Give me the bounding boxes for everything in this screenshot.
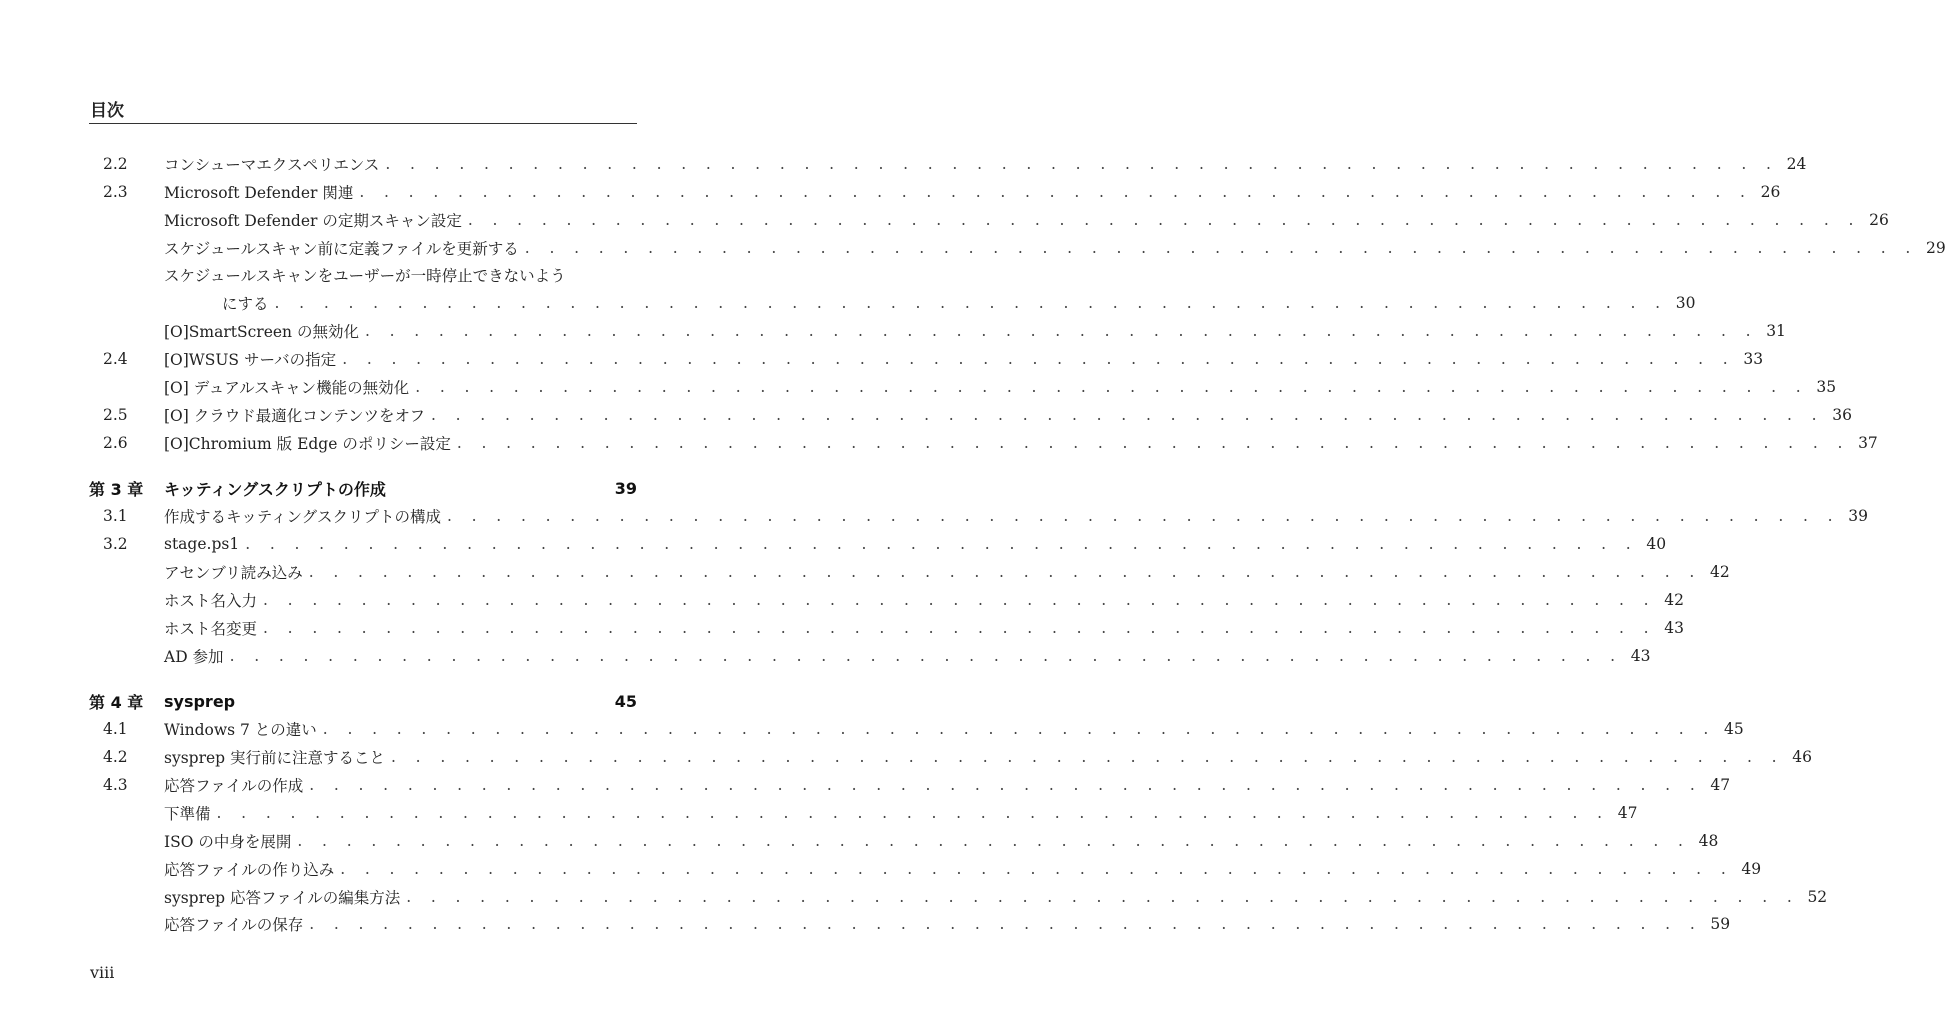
subsection-title: AD 参加 xyxy=(164,648,224,666)
toc-subentry[interactable] xyxy=(89,236,1946,260)
toc-subentry[interactable] xyxy=(89,801,1638,825)
page-number: 40 xyxy=(1646,535,1667,553)
page-number: 24 xyxy=(1786,155,1807,173)
subsection-title: [O] デュアルスキャン機能の無効化 xyxy=(164,379,410,397)
toc-subentry[interactable] xyxy=(89,375,1837,399)
dot-leader: . . . . . . . . . . . . . . . . . . . . . . . . . . . . . . . . . . . . . . . . . . . . . . . . . . . . . . . . . xyxy=(216,804,1610,822)
section-title: [O]Chromium 版 Edge のポリシー設定 xyxy=(164,435,451,453)
toc-subentry[interactable] xyxy=(89,560,1730,584)
page-number: 35 xyxy=(1816,378,1837,396)
subsection-title: ホスト名入力 xyxy=(164,592,258,610)
subsection-title: 下準備 xyxy=(164,805,211,823)
subsection-title: sysprep 応答ファイルの編集方法 xyxy=(164,889,401,907)
toc-entry-2-5[interactable] xyxy=(89,403,1852,427)
toc-entry-3-2[interactable] xyxy=(89,532,1667,556)
toc-subentry[interactable] xyxy=(89,319,1786,343)
subsection-title: スケジュールスキャン前に定義ファイルを更新する xyxy=(164,240,519,258)
dot-leader: . . . . . . . . . . . . . . . . . . . . . . . . . . . . . . . . . . . . . . . . . . . . . . . . . . . . . . . . . xyxy=(245,535,1639,553)
toc-subentry[interactable] xyxy=(89,644,1651,668)
page-number: 37 xyxy=(1858,434,1878,452)
toc-subentry[interactable] xyxy=(89,588,1684,612)
dot-leader: . . . . . . . . . . . . . . . . . . . . . . . . . . . . . . . . . . . . . . . . . . . . . . . . . . . . . . . . . xyxy=(274,294,1668,312)
toc-subentry-wrapped-line1[interactable] xyxy=(89,263,637,287)
dot-leader: . . . . . . . . . . . . . . . . . . . . . . . . . . . . . . . . . . . . . . . . . . . . . . . . . . . . . . . . . xyxy=(364,322,1758,340)
dot-leader: . . . . . . . . . . . . . . . . . . . . . . . . . . . . . . . . . . . . . . . . . . . . . . . . . . . . . . . . . xyxy=(406,888,1800,906)
toc-subentry[interactable] xyxy=(89,885,1828,909)
dot-leader: . . . . . . . . . . . . . . . . . . . . . . . . . . . . . . . . . . . . . . . . . . . . . . . . . . . . . . . . . xyxy=(385,155,1779,173)
toc-entry-2-4[interactable] xyxy=(89,347,1764,371)
subsection-title: 応答ファイルの作り込み xyxy=(164,861,335,879)
section-number: 3.2 xyxy=(103,535,128,553)
dot-leader: . . . . . . . . . . . . . . . . . . . . . . . . . . . . . . . . . . . . . . . . . . . . . . . . . . . . . . . . . xyxy=(229,647,1623,665)
section-title: [O]WSUS サーバの指定 xyxy=(164,351,337,369)
page-number: 59 xyxy=(1710,915,1731,933)
section-title: Windows 7 との違い xyxy=(164,721,317,739)
dot-leader: . . . . . . . . . . . . . . . . . . . . . . . . . . . . . . . . . . . . . . . . . . . . . . . . . . . . . . . . . xyxy=(359,183,1753,201)
section-number: 2.4 xyxy=(103,350,128,368)
section-title: [O] クラウド最適化コンテンツをオフ xyxy=(164,407,425,425)
subsection-title-continued: にする xyxy=(222,295,269,313)
section-number: 4.2 xyxy=(103,748,128,766)
page-number: 47 xyxy=(1617,804,1638,822)
page-number: 46 xyxy=(1792,748,1812,766)
page-number: 45 xyxy=(1724,720,1744,738)
dot-leader: . . . . . . . . . . . . . . . . . . . . . . . . . . . . . . . . . . . . . . . . . . . . . . . . . . . . . . . . . xyxy=(431,406,1824,424)
subsection-title: Microsoft Defender の定期スキャン設定 xyxy=(164,212,462,230)
dot-leader: . . . . . . . . . . . . . . . . . . . . . . . . . . . . . . . . . . . . . . . . . . . . . . . . . . . . . . . . . xyxy=(447,507,1840,525)
subsection-title: アセンブリ読み込み xyxy=(164,564,303,582)
subsection-title: ISO の中身を展開 xyxy=(164,833,292,851)
section-number: 2.3 xyxy=(103,183,128,201)
page-number: 43 xyxy=(1630,647,1651,665)
page-number: 45 xyxy=(614,691,637,711)
toc-chapter-4[interactable] xyxy=(89,688,637,714)
toc-entry-2-2[interactable] xyxy=(89,152,1807,176)
page-number: 48 xyxy=(1698,832,1719,850)
section-number: 3.1 xyxy=(103,507,128,525)
page-number: 42 xyxy=(1664,591,1684,609)
dot-leader: . . . . . . . . . . . . . . . . . . . . . . . . . . . . . . . . . . . . . . . . . . . . . . . . . . . . . . . . . xyxy=(415,378,1809,396)
toc-subentry[interactable] xyxy=(89,912,1731,936)
header-rule xyxy=(89,123,637,124)
toc-subentry[interactable] xyxy=(89,616,1684,640)
dot-leader: . . . . . . . . . . . . . . . . . . . . . . . . . . . . . . . . . . . . . . . . . . . . . . . . . . . . . . . . . xyxy=(309,776,1703,794)
page-number: 42 xyxy=(1709,563,1730,581)
dot-leader: . . . . . . . . . . . . . . . . . . . . . . . . . . . . . . . . . . . . . . . . . . . . . . . . . . . . . . . . . xyxy=(391,748,1784,766)
chapter-number: 第 4 章 xyxy=(89,692,144,712)
toc-entry-4-1[interactable] xyxy=(89,717,1744,741)
section-number: 4.3 xyxy=(103,776,128,794)
toc-entry-2-6[interactable] xyxy=(89,431,1878,455)
dot-leader: . . . . . . . . . . . . . . . . . . . . . . . . . . . . . . . . . . . . . . . . . . . . . . . . . . . . . . . . . xyxy=(524,239,1918,257)
dot-leader: . . . . . . . . . . . . . . . . . . . . . . . . . . . . . . . . . . . . . . . . . . . . . . . . . . . . . . . . . xyxy=(263,619,1656,637)
chapter-title: sysprep xyxy=(164,691,236,711)
toc-entry-2-3[interactable] xyxy=(89,180,1781,204)
section-title: sysprep 実行前に注意すること xyxy=(164,749,386,767)
toc-subentry[interactable] xyxy=(89,829,1719,853)
page-number: 36 xyxy=(1832,406,1852,424)
page-number: 43 xyxy=(1664,619,1684,637)
page-number: 47 xyxy=(1710,776,1731,794)
toc-chapter-3[interactable] xyxy=(89,475,637,501)
page-folio: viii xyxy=(90,963,115,982)
dot-leader: . . . . . . . . . . . . . . . . . . . . . . . . . . . . . . . . . . . . . . . . . . . . . . . . . . . . . . . . . xyxy=(467,211,1861,229)
chapter-number: 第 3 章 xyxy=(89,479,144,499)
dot-leader: . . . . . . . . . . . . . . . . . . . . . . . . . . . . . . . . . . . . . . . . . . . . . . . . . . . . . . . . . xyxy=(297,832,1691,850)
subsection-title: 応答ファイルの保存 xyxy=(164,916,304,934)
page-number: 26 xyxy=(1869,211,1889,229)
toc-entry-4-2[interactable] xyxy=(89,745,1812,769)
toc-subentry-wrapped-line2[interactable] xyxy=(89,291,1696,315)
section-number: 2.6 xyxy=(103,434,128,452)
running-head-title: 目次 xyxy=(90,101,124,121)
page-number: 30 xyxy=(1675,294,1696,312)
dot-leader: . . . . . . . . . . . . . . . . . . . . . . . . . . . . . . . . . . . . . . . . . . . . . . . . . . . . . . . . . xyxy=(309,915,1703,933)
page-number: 52 xyxy=(1807,888,1828,906)
subsection-title: スケジュールスキャンをユーザーが一時停止できないよう xyxy=(164,267,566,285)
subsection-title: ホスト名変更 xyxy=(164,620,258,638)
page-number: 26 xyxy=(1760,183,1781,201)
page-number: 29 xyxy=(1926,239,1946,257)
toc-subentry[interactable] xyxy=(89,208,1889,232)
dot-leader: . . . . . . . . . . . . . . . . . . . . . . . . . . . . . . . . . . . . . . . . . . . . . . . . . . . . . . . . . xyxy=(322,720,1716,738)
page-number: 39 xyxy=(1848,507,1868,525)
section-title: 作成するキッティングスクリプトの構成 xyxy=(164,508,441,526)
page-number: 31 xyxy=(1766,322,1786,340)
dot-leader: . . . . . . . . . . . . . . . . . . . . . . . . . . . . . . . . . . . . . . . . . . . . . . . . . . . . . . . . . xyxy=(342,350,1736,368)
toc-entry-3-1[interactable] xyxy=(89,504,1868,528)
section-number: 4.1 xyxy=(103,720,128,738)
subsection-title: [O]SmartScreen の無効化 xyxy=(164,323,359,341)
dot-leader: . . . . . . . . . . . . . . . . . . . . . . . . . . . . . . . . . . . . . . . . . . . . . . . . . . . . . . . . . xyxy=(308,563,1702,581)
chapter-title: キッティングスクリプトの作成 xyxy=(164,479,386,499)
toc-entry-4-3[interactable] xyxy=(89,773,1731,797)
section-title: 応答ファイルの作成 xyxy=(164,777,304,795)
section-number: 2.5 xyxy=(103,406,128,424)
toc-subentry[interactable] xyxy=(89,857,1762,881)
section-title: stage.ps1 xyxy=(164,535,240,553)
page-number: 49 xyxy=(1741,860,1762,878)
section-number: 2.2 xyxy=(103,155,128,173)
dot-leader: . . . . . . . . . . . . . . . . . . . . . . . . . . . . . . . . . . . . . . . . . . . . . . . . . . . . . . . . . xyxy=(263,591,1656,609)
page-number: 39 xyxy=(614,478,637,498)
page-number: 33 xyxy=(1743,350,1764,368)
section-title: Microsoft Defender 関連 xyxy=(164,184,354,202)
dot-leader: . . . . . . . . . . . . . . . . . . . . . . . . . . . . . . . . . . . . . . . . . . . . . . . . . . . . . . . . . xyxy=(456,434,1850,452)
section-title: コンシューマエクスペリエンス xyxy=(164,156,380,174)
dot-leader: . . . . . . . . . . . . . . . . . . . . . . . . . . . . . . . . . . . . . . . . . . . . . . . . . . . . . . . . . xyxy=(340,860,1734,878)
